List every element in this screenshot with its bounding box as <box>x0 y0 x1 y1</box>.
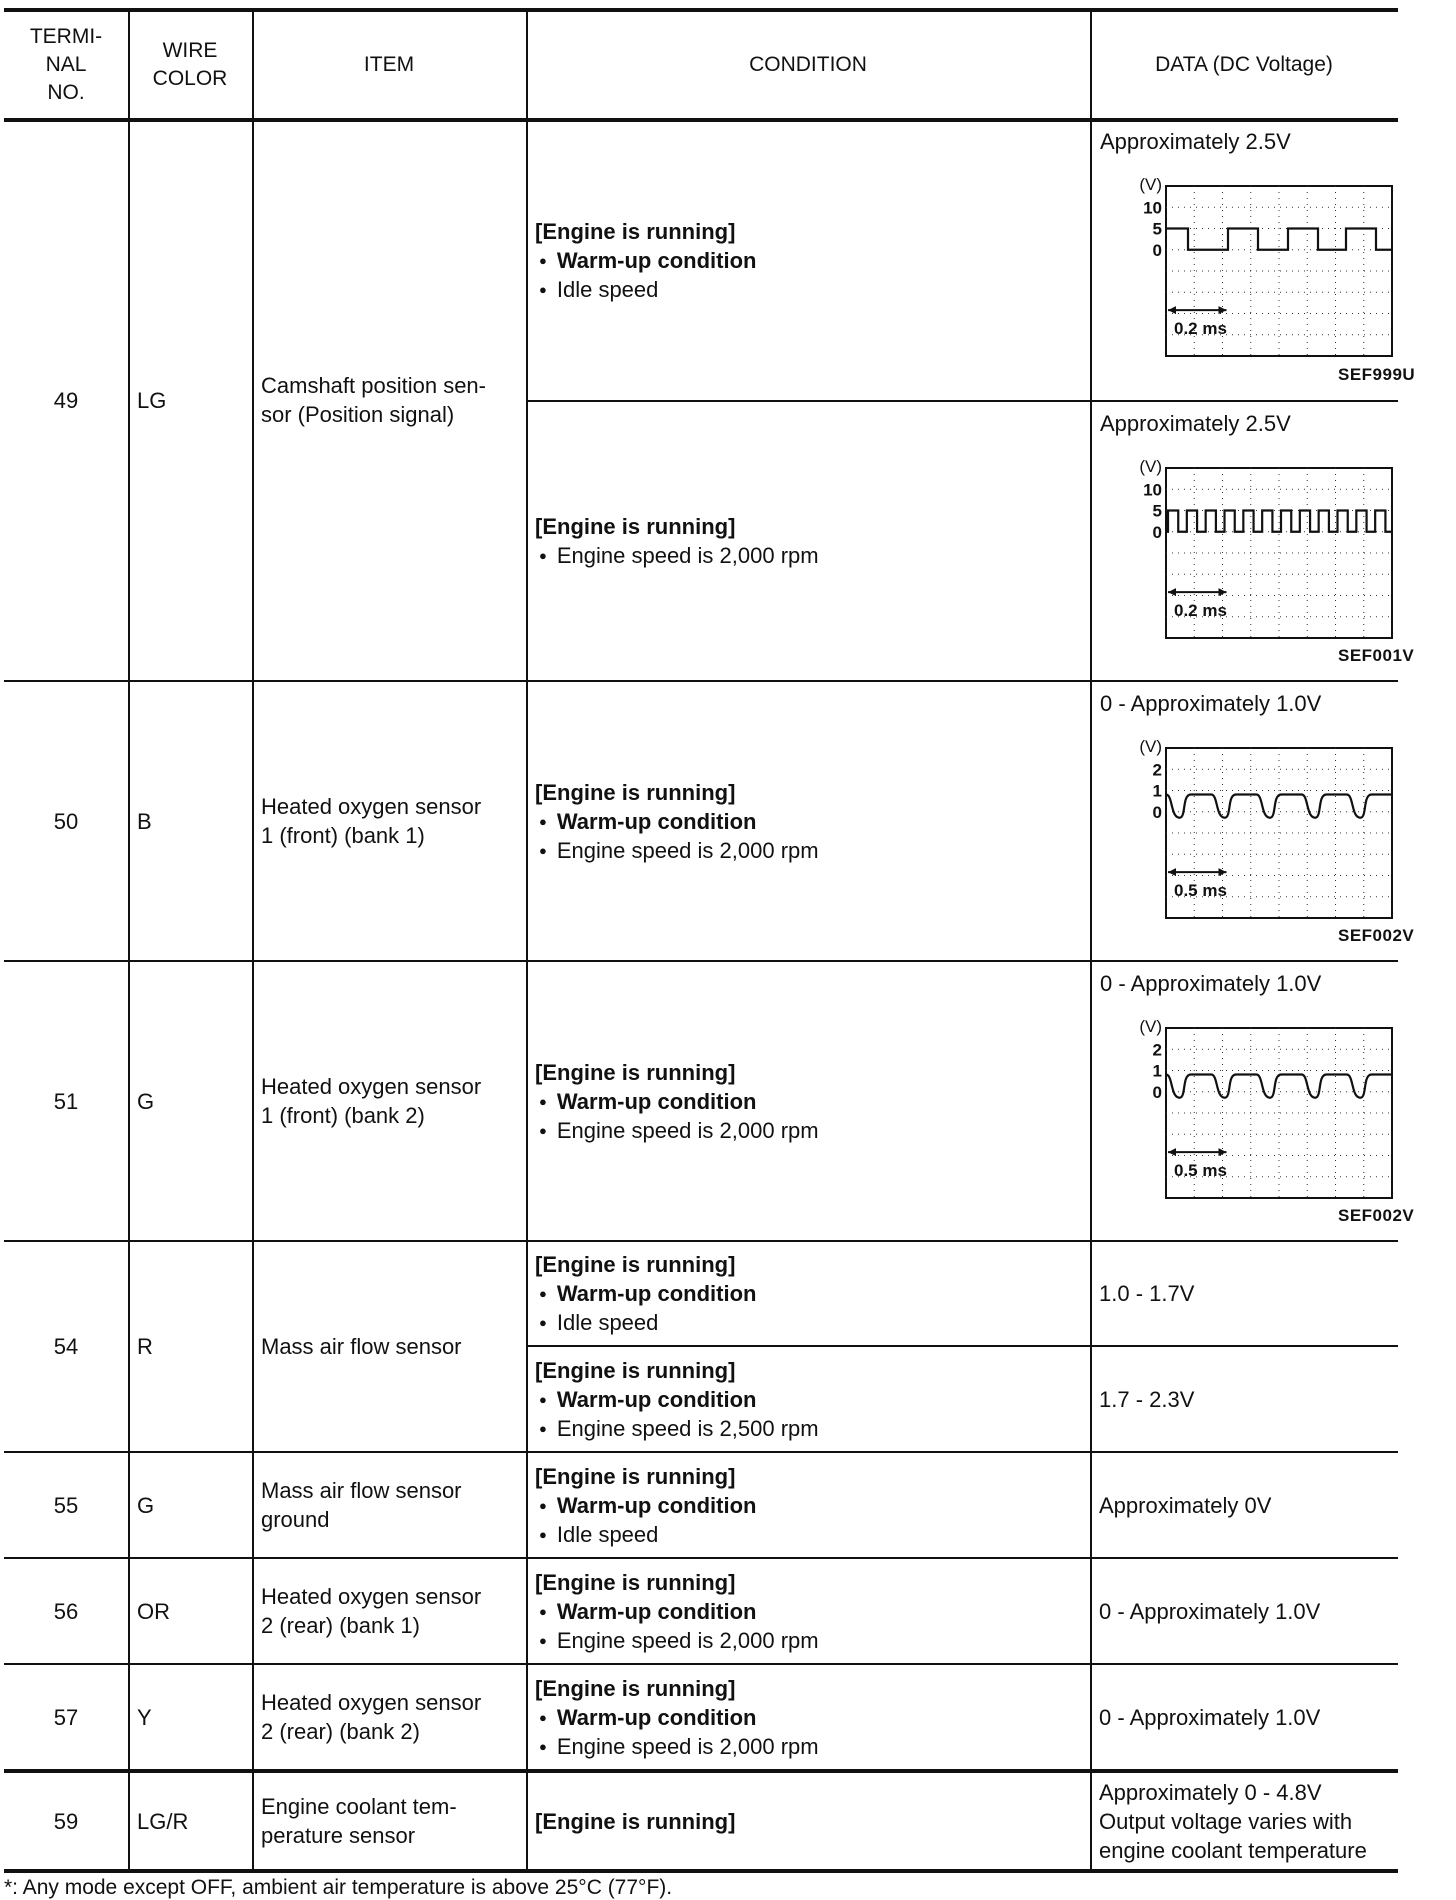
item-line: Engine coolant tem- <box>261 1794 457 1819</box>
condition-heading: [Engine is running] <box>535 1252 736 1277</box>
data-line: Output voltage varies with <box>1099 1808 1353 1834</box>
data-value: 1.0 - 1.7V <box>1099 1281 1195 1306</box>
row57-data <box>1090 1665 1398 1769</box>
condition-bullet: ● Warm-up condition <box>535 1597 819 1626</box>
row54b-data <box>1090 1347 1398 1451</box>
condition-bullet: ● Engine speed is 2,000 rpm <box>535 836 819 865</box>
terminal-number: 56 <box>53 1598 79 1624</box>
scope-y-tick: 10 <box>1143 198 1162 218</box>
row51-terminal <box>4 962 128 1240</box>
time-arrow-head-left <box>1168 868 1176 876</box>
data-value: 0 - Approximately 1.0V <box>1099 1704 1321 1730</box>
wire-color: B <box>137 808 152 834</box>
figure-code: SEF002V <box>1338 926 1415 945</box>
scope-y-unit: (V) <box>1139 457 1162 476</box>
row56-wire <box>128 1559 252 1663</box>
row55-condition <box>526 1453 1090 1557</box>
row56-terminal <box>4 1559 128 1663</box>
item-line: 1 (front) (bank 2) <box>261 1103 425 1128</box>
time-arrow-head-left <box>1168 306 1176 314</box>
row54-wire <box>128 1242 252 1451</box>
data-value: 0 - Approximately 1.0V <box>1099 1598 1321 1624</box>
header-wire-line1: WIRE <box>162 39 218 62</box>
row50-item <box>252 682 526 960</box>
oscilloscope-waveform <box>1124 730 1394 935</box>
scope-y-tick: 1 <box>1152 1061 1162 1081</box>
row50-data-text: 0 - Approximately 1.0V <box>1100 691 1322 716</box>
row51-data-text: 0 - Approximately 1.0V <box>1100 971 1322 996</box>
scope-y-tick: 2 <box>1152 760 1162 780</box>
wire-color: LG/R <box>137 1808 189 1834</box>
header-condition-label: CONDITION <box>749 53 867 76</box>
condition-bullet: ● Engine speed is 2,000 rpm <box>535 1732 819 1761</box>
scope-y-tick: 1 <box>1152 781 1162 801</box>
row49a-condition <box>526 120 1090 400</box>
item-line: 1 (front) (bank 1) <box>261 823 425 848</box>
scope-y-tick: 2 <box>1152 1040 1162 1060</box>
time-scale-label: 0.5 ms <box>1174 881 1227 901</box>
header-data <box>1090 12 1398 118</box>
item-line: sor (Position signal) <box>261 402 455 427</box>
item-line: perature sensor <box>261 1823 416 1848</box>
condition-bullet: ● Engine speed is 2,000 rpm <box>535 541 819 570</box>
scope-y-tick: 10 <box>1143 480 1162 500</box>
terminal-number: 49 <box>53 387 79 413</box>
time-arrow-head-left <box>1168 1148 1176 1156</box>
item-line: Mass air flow sensor <box>261 1334 462 1359</box>
header-terminal-line3: NO. <box>47 81 85 104</box>
condition-bullet: ● Warm-up condition <box>535 246 756 275</box>
scope-y-unit: (V) <box>1139 737 1162 756</box>
row57-item <box>252 1665 526 1769</box>
footnote: *: Any mode except OFF, ambient air temperature is above 25°C (77°F). <box>4 1876 673 1899</box>
header-condition <box>526 12 1090 118</box>
row54b-condition <box>526 1347 1090 1451</box>
terminal-number: 54 <box>53 1334 79 1359</box>
row54a-condition <box>526 1242 1090 1345</box>
row55-terminal <box>4 1453 128 1557</box>
item-line: Heated oxygen sensor <box>261 794 482 819</box>
wire-color: G <box>137 1088 155 1114</box>
oscilloscope-waveform <box>1124 1010 1394 1215</box>
data-value: Approximately 0V <box>1099 1492 1272 1518</box>
figure-code: SEF999U <box>1338 365 1416 384</box>
row56-item <box>252 1559 526 1663</box>
row54-item <box>252 1242 526 1451</box>
row50-wire <box>128 682 252 960</box>
item-line: Heated oxygen sensor <box>261 1690 482 1715</box>
row51-condition <box>526 962 1090 1240</box>
header-terminal-line1: TERMI- <box>29 25 103 48</box>
condition-bullet: ● Warm-up condition <box>535 1385 819 1414</box>
condition-bullet: ● Idle speed <box>535 1308 756 1337</box>
scope-y-tick: 0 <box>1152 802 1162 822</box>
row55-wire <box>128 1453 252 1557</box>
row51-item <box>252 962 526 1240</box>
row54a-data <box>1090 1242 1398 1345</box>
wire-color: Y <box>137 1704 152 1730</box>
scope-y-tick: 0 <box>1152 1082 1162 1102</box>
row55-item <box>252 1453 526 1557</box>
time-scale-label: 0.2 ms <box>1174 601 1227 621</box>
row56-condition <box>526 1559 1090 1663</box>
time-scale-label: 0.2 ms <box>1174 319 1227 339</box>
header-item-label: ITEM <box>363 53 415 76</box>
wire-color: G <box>137 1492 155 1518</box>
header-wire-line2: COLOR <box>152 67 228 90</box>
terminal-number: 55 <box>53 1492 79 1518</box>
row50-terminal <box>4 682 128 960</box>
terminal-number: 50 <box>53 808 79 834</box>
row59-wire <box>128 1773 252 1869</box>
row49b-condition <box>526 402 1090 680</box>
condition-bullet: ● Warm-up condition <box>535 1279 756 1308</box>
condition-bullet: ● Engine speed is 2,000 rpm <box>535 1116 819 1145</box>
row50-condition <box>526 682 1090 960</box>
condition-heading: [Engine is running] <box>535 1675 736 1701</box>
header-item <box>252 12 526 118</box>
scope-y-tick: 5 <box>1152 219 1162 239</box>
condition-bullet: ● Idle speed <box>535 1520 756 1549</box>
header-terminal <box>4 12 128 118</box>
row57-condition <box>526 1665 1090 1769</box>
scope-y-tick: 0 <box>1152 522 1162 542</box>
condition-heading: [Engine is running] <box>535 1463 736 1489</box>
row57-wire <box>128 1665 252 1769</box>
condition-bullet: ● Engine speed is 2,000 rpm <box>535 1626 819 1655</box>
wire-color: R <box>137 1334 153 1359</box>
time-scale-label: 0.5 ms <box>1174 1161 1227 1181</box>
row59-terminal <box>4 1773 128 1869</box>
item-line: Heated oxygen sensor <box>261 1584 482 1609</box>
wire-color: OR <box>137 1598 170 1624</box>
data-line: engine coolant temperature <box>1099 1837 1367 1863</box>
condition-bullet: ● Idle speed <box>535 275 756 304</box>
table-bottom-border <box>4 1869 1398 1873</box>
terminal-number: 59 <box>53 1808 79 1834</box>
header-wire-color <box>128 12 252 118</box>
row57-terminal <box>4 1665 128 1769</box>
row59-condition <box>526 1773 1090 1869</box>
oscilloscope-waveform <box>1124 168 1394 373</box>
figure-code: SEF002V <box>1338 1206 1415 1225</box>
time-arrow-head-left <box>1168 588 1176 596</box>
scope-y-tick: 5 <box>1152 501 1162 521</box>
terminal-data-table <box>4 8 1416 1873</box>
condition-heading: [Engine is running] <box>535 1357 736 1383</box>
scope-y-tick: 0 <box>1152 240 1162 260</box>
figure-code: SEF001V <box>1338 646 1415 665</box>
item-line: 2 (rear) (bank 2) <box>261 1719 420 1744</box>
row55-data <box>1090 1453 1398 1557</box>
condition-heading: [Engine is running] <box>535 514 736 539</box>
row49b-data-text: Approximately 2.5V <box>1100 411 1291 436</box>
scope-y-unit: (V) <box>1139 1017 1162 1036</box>
condition-heading: [Engine is running] <box>535 779 736 805</box>
condition-bullet: ● Warm-up condition <box>535 807 819 836</box>
condition-bullet: ● Warm-up condition <box>535 1087 819 1116</box>
data-value: 1.7 - 2.3V <box>1099 1386 1195 1412</box>
item-line: 2 (rear) (bank 1) <box>261 1613 420 1638</box>
condition-bullet: ● Engine speed is 2,500 rpm <box>535 1414 819 1443</box>
item-line: Mass air flow sensor <box>261 1478 462 1503</box>
terminal-number: 57 <box>53 1704 79 1730</box>
row54-terminal <box>4 1242 128 1451</box>
header-terminal-line2: NAL <box>45 53 87 76</box>
row49-terminal <box>4 120 128 680</box>
row59-item <box>252 1773 526 1869</box>
row59-data <box>1090 1773 1398 1869</box>
terminal-number: 51 <box>53 1088 79 1114</box>
data-line: Approximately 0 - 4.8V <box>1099 1779 1322 1805</box>
row56-data <box>1090 1559 1398 1663</box>
condition-bullet: ● Warm-up condition <box>535 1491 756 1520</box>
row51-wire <box>128 962 252 1240</box>
row49a-data-text: Approximately 2.5V <box>1100 129 1291 154</box>
row49-wire <box>128 120 252 680</box>
oscilloscope-waveform <box>1124 450 1394 655</box>
item-line: Camshaft position sen- <box>261 373 486 398</box>
scope-y-unit: (V) <box>1139 175 1162 194</box>
condition-heading: [Engine is running] <box>535 1808 736 1834</box>
condition-heading: [Engine is running] <box>535 1059 736 1085</box>
item-line: ground <box>261 1507 330 1532</box>
row49-item <box>252 120 526 680</box>
condition-heading: [Engine is running] <box>535 218 736 244</box>
header-data-label: DATA (DC Voltage) <box>1155 53 1333 76</box>
condition-heading: [Engine is running] <box>535 1569 736 1595</box>
wire-color: LG <box>137 387 167 413</box>
item-line: Heated oxygen sensor <box>261 1074 482 1099</box>
condition-bullet: ● Warm-up condition <box>535 1703 819 1732</box>
